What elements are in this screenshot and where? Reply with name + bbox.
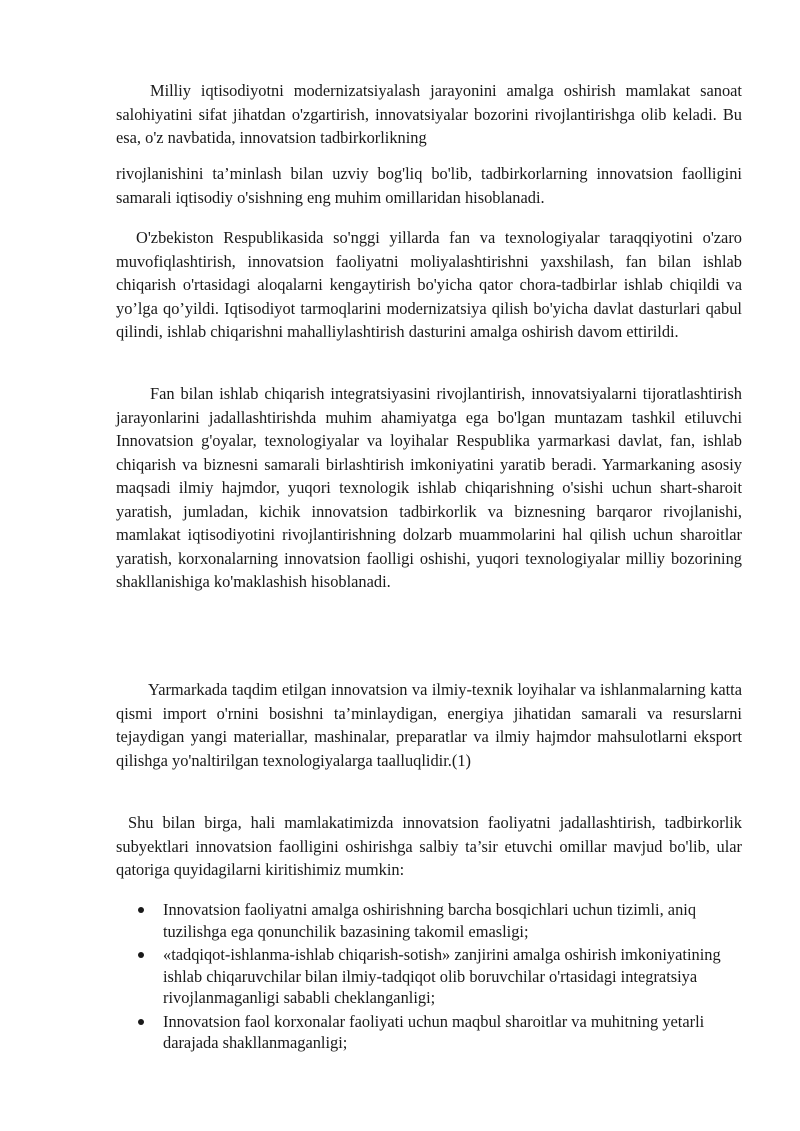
list-item-text: Innovatsion faol korxonalar faoliyati uchun maqbul sharoitlar va muhitning yetarli darajada shakllanmaganligi; bbox=[163, 1011, 705, 1052]
list-item bbox=[116, 899, 742, 942]
paragraph-entrepreneurship: rivojlanishini ta’minlash bilan uzviy bog'liq bo'lib, tadbirkorlarning innovatsion faolligini samarali iqtisodiy o'sishning eng muhim omillaridan hisoblanadi. bbox=[116, 164, 742, 207]
list-item bbox=[116, 1011, 742, 1054]
bullet-icon bbox=[138, 907, 144, 913]
list-item-text: «tadqiqot-ishlanma-ishlab chiqarish-sotish» zanjirini amalga oshirish imkoniyatining ishlab chiqaruvchilar bilan ilmiy-tadqiqot olib boruvchilar o'rtasidagi integratsiya rivojlanmaganligi sababli cheklanganligi; bbox=[163, 945, 721, 1007]
paragraph-fair-projects: Yarmarkada taqdim etilgan innovatsion va ilmiy-texnik loyihalar va ishlanmalarning katta qismi import o'rnini bosishni ta’minlaydigan, energiya jihatidan samarali va resurslarni tejaydigan yangi materiallar, mashinalar, preparatlar va ilmiy hajmdor mahsulotlarni eksport qilishga yo'naltirilgan texnologiyalarga taalluqlidir.(1) bbox=[116, 680, 742, 770]
paragraph-uzbekistan-measures: O'zbekiston Respublikasida so'nggi yillarda fan va texnologiyalar taraqqiyotini o'zaro muvofiqlashtirish, innovatsion faoliyatni moliyalashtirishni yaxshilash, fan bilan ishlab chiqarish o'rtasidagi aloqalarni kengaytirish bo'yicha qator chora-tadbirlar ishlab chiqildi va yo’lga qo’yildi. Iqtisodiyot tarmoqlarini modernizatsiya qilish bo'yicha davlat dasturlari qabul qilindi, ishlab chiqarishni mahalliylashtirish dasturini amalga oshirish davom ettirildi. bbox=[116, 228, 742, 341]
bullet-icon bbox=[138, 952, 144, 958]
bullet-icon bbox=[138, 1019, 144, 1025]
paragraph-fair: Fan bilan ishlab chiqarish integratsiyasini rivojlantirish, innovatsiyalarni tijoratlashtirish jarayonlarini jadallashtirishda muhim ahamiyatga ega bo'lgan muntazam tashkil etiluvchi Innovatsion g'oyalar, texnologiyalar va loyihalar Respublika yarmarkasi davlat, fan, ishlab chiqarish va biznesni samarali birlashtirish imkoniyatini yaratib beradi. Yarmarkaning asosiy maqsadi ilmiy hajmdor, yuqori texnologik ishlab chiqarishning o'sishi uchun shart-sharoit yaratish, jumladan, kichik innovatsion tadbirkorlik va biznesning barqaror rivojlanishi, mamlakat iqtisodiyotini rivojlantirishning dolzarb muammolarini hal qilish uchun sharoitlar yaratish, korxonalarning innovatsion faolligi oshishi, yuqori texnologiyalar milliy bozorining shakllanishiga ko'maklashish hisoblanadi. bbox=[116, 384, 742, 591]
list-item bbox=[116, 944, 742, 1009]
factors-list bbox=[116, 899, 742, 1056]
paragraph-modernization: Milliy iqtisodiyotni modernizatsiyalash jarayonini amalga oshirish mamlakat sanoat salohiyatini sifat jihatdan o'zgartirish, innovatsiyalar bozorini rivojlantirishga olib keladi. Bu esa, o'z navbatida, innovatsion tadbirkorlikning bbox=[116, 81, 742, 147]
list-item-text: Innovatsion faoliyatni amalga oshirishning barcha bosqichlari uchun tizimli, aniq tuzilishga ega qonunchilik bazasining takomil emasligi; bbox=[163, 900, 697, 941]
paragraph-negative-factors: Shu bilan birga, hali mamlakatimizda innovatsion faoliyatni jadallashtirish, tadbirkorlik subyektlari innovatsion faolligini oshirishga salbiy ta’sir etuvchi omillar mavjud bo'lib, ular qatoriga quyidagilarni kiritishimiz mumkin: bbox=[116, 813, 742, 879]
